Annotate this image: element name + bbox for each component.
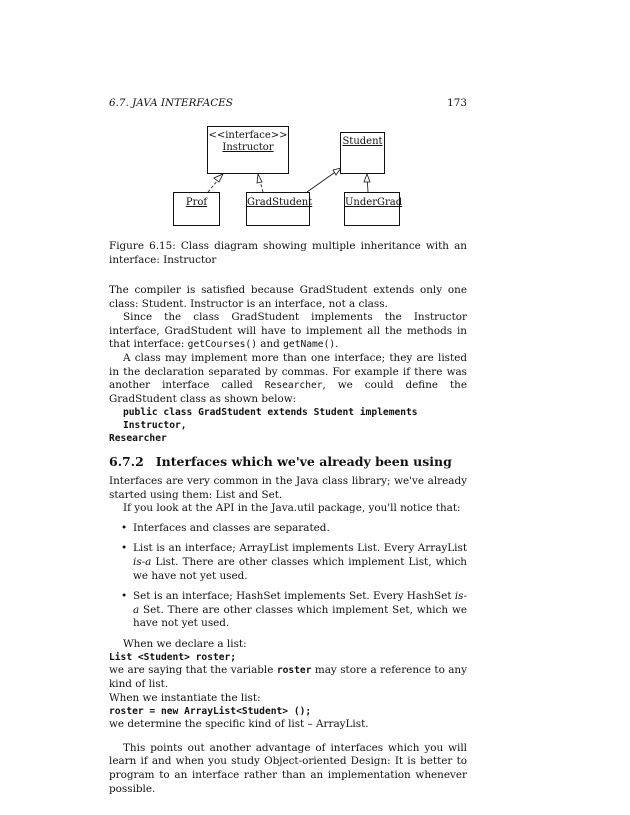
closing-paragraph: This points out another advantage of interfaces which you will learn if and when you study Object-oriented Design: It is better to program to an interface rather than an implementation whenever possible. [109, 741, 467, 795]
code-getname: getName() [283, 339, 336, 351]
section-paragraph-1: Interfaces are very common in the Java class library; we've already started using them: List and Set. [109, 474, 467, 501]
code-class-declaration-cont: Researcher [109, 433, 167, 445]
code-getcourses: getCourses() [187, 339, 257, 351]
running-header-section: 6.7. JAVA INTERFACES [109, 97, 233, 109]
bullet-item-2: • List is an interface; ArrayList implements List. Every ArrayList is-a List. There are other classes which implement List, which we have not yet used. [133, 542, 467, 583]
body-text [109, 284, 467, 796]
bullet-list [109, 522, 467, 631]
code-class-declaration: public class GradStudent extends Student implements Instructor, [123, 407, 418, 432]
page-number: 173 [447, 97, 467, 109]
gradstudent-label: GradStudent [247, 197, 313, 208]
prof-label: Prof [185, 197, 208, 208]
instructor-label: Instructor [222, 142, 274, 153]
bullet-item-3: • Set is an interface; HashSet implements Set. Every HashSet is-a Set. There are other classes which implement Set, which we have not yet used. [133, 590, 467, 631]
running-header [109, 97, 467, 109]
instantiate-text: When we instantiate the list: [109, 691, 261, 704]
bullet-item-1: • Interfaces and classes are separated. [133, 522, 467, 536]
code-researcher: Researcher [264, 380, 323, 392]
figure-caption [109, 240, 467, 267]
gradstudent-instructor-arrowhead [257, 174, 262, 183]
gradstudent-box [246, 192, 313, 226]
saying-text: we are saying that the variable roster may store a reference to any kind of list. [109, 664, 467, 691]
prof-arrowhead [214, 174, 223, 182]
section-heading [109, 455, 467, 469]
undergrad-box [344, 192, 403, 226]
determine-text: we determine the specific kind of list – ArrayList. [109, 718, 369, 731]
declare-text: When we declare a list: [123, 637, 247, 650]
instructor-stereotype: <<interface>> [208, 130, 288, 141]
student-label: Student [342, 136, 383, 147]
paragraph-1: The compiler is satisfied because GradStudent extends only one class: Student. Instructor is an interface, not a class. [109, 284, 467, 310]
code-list-declaration: List <Student> roster; [109, 652, 237, 664]
class-diagram [160, 126, 410, 226]
section-number: 6.7.2 [109, 454, 144, 470]
student-box [340, 132, 385, 174]
code-list-instantiation: roster = new ArrayList<Student> (); [109, 706, 312, 718]
prof-box [173, 192, 220, 226]
paragraph-3: A class may implement more than one interface; they are listed in the declaration separated by commas. For example if there was another interface called Researcher, we could define the GradStudent class as shown below: [109, 351, 468, 405]
code-roster: roster [276, 665, 312, 677]
instructor-box [207, 126, 289, 174]
figure-caption-text: Figure 6.15: Class diagram showing multiple inheritance with an interface: Instructor [109, 240, 467, 266]
section-paragraph-2: If you look at the API in the Java.util package, you'll notice that: [123, 502, 461, 515]
undergrad-label: UnderGrad [345, 197, 403, 208]
section-title: Interfaces which we've already been using [155, 454, 452, 470]
undergrad-arrowhead [364, 174, 370, 182]
paragraph-2: Since the class GradStudent implements the Instructor interface, GradStudent will have to implement all the methods in that interface: getCourses() and getName(). [109, 311, 467, 351]
